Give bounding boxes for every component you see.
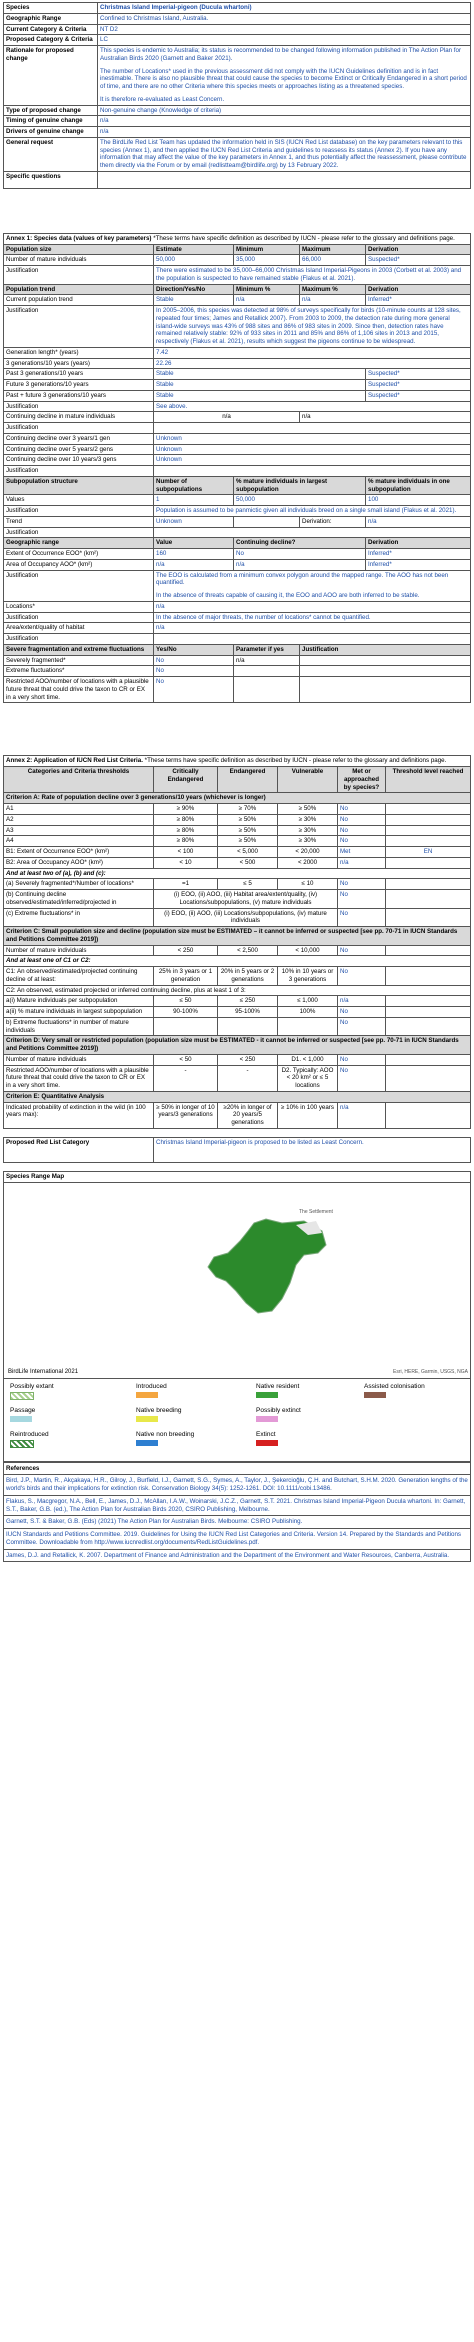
cell: Number of mature individuals [4,255,154,266]
header-cell: Met or approached by species? [338,767,386,793]
cell: n/a [366,516,471,527]
cell: Generation length* (years) [4,347,154,358]
habitat-row [4,623,471,634]
cell: Inferred* [366,549,471,560]
cell: Trend [4,516,154,527]
continuing-decline-row [4,444,471,455]
justification-text [154,423,471,434]
summary-row [4,137,471,171]
cell: Derivation: [300,516,366,527]
cell: Justification [4,306,154,348]
summary-row [4,35,471,46]
cell: 7.42 [154,347,471,358]
cell: n/a [234,295,300,306]
references-title: References [4,1462,471,1475]
justification-para: In the absence of threats capable of causing it, the EOO and AOO are both inferred to be stable. [156,592,420,599]
criterion-e-heading: Criterion E: Quantitative Analysis [4,1091,471,1102]
cell: Justification [4,634,154,645]
justification-row [4,423,471,434]
population-row [4,255,471,266]
cell: n/a [154,623,471,634]
fragmentation-row [4,655,471,666]
cell: Severely fragmented* [4,655,154,666]
justification-row [4,306,471,348]
cell: Inferred* [366,559,471,570]
cell: Current population trend [4,295,154,306]
row-label: Proposed Category & Criteria [4,35,98,46]
cell: n/a [300,412,471,423]
cell: Continuing decline over 10 years/3 gens [4,455,154,466]
summary-row [4,46,471,106]
range-map [3,1183,471,1379]
references-table [3,1462,471,1563]
cell: Justification [4,423,154,434]
cell: Justification [4,266,154,285]
criterion-row: a(ii) % mature individuals in largest subpopulation 90-100% 95-100% 100% No [4,1007,471,1018]
cell: No [154,666,234,677]
cell: Past 3 generations/10 years [4,369,154,380]
criterion-row: a(i) Mature individuals per subpopulation ≤ 50 ≤ 250 ≤ 1,000 n/a [4,996,471,1007]
legend-item: Introduced [136,1383,167,1398]
header-cell: Parameter if yes [234,644,300,655]
cell: 66,000 [300,255,366,266]
header-cell: Threshold level reached [386,767,471,793]
row-label: Specific questions [4,171,98,188]
cell: Justification [4,506,154,517]
cell: Justification [4,466,154,477]
header-cell: Categories and Criteria thresholds [4,767,154,793]
cell: Inferred* [366,295,471,306]
criterion-row: (c) Extreme fluctuations* in (i) EOO, (ii) AOO, (iii) Locations/subpopulations, (iv) mature individuals No [4,908,471,927]
specific-questions-value [98,171,471,188]
header-cell: Critically Endangered [154,767,218,793]
row-label: Drivers of genuine change [4,127,98,138]
criterion-a-heading: Criterion A: Rate of population decline over 3 generations/10 years (whichever is longer) [4,793,471,804]
map-graphic [4,1183,471,1378]
header-cell: Maximum [300,244,366,255]
cell: Extent of Occurrence EOO* (km²) [4,549,154,560]
cell: n/a [234,559,366,570]
justification-text: See above. [154,401,471,412]
legend-item: Passage [10,1407,35,1422]
justification-para: The EOO is calculated from a minimum convex polygon around the mapped range. The AOO has not been quantified. [156,571,449,587]
criterion-c-heading: Criterion C: Small population size and decline (population size must be ESTIMATED – it cannot be inferred or suspected [see pp. 70-71 in IUCN Standards and Petitions Committee 2019]) [4,927,471,946]
row-value: Confined to Christmas Island, Australia. [98,13,471,24]
header-cell: Geographic range [4,538,154,549]
summary-row [4,105,471,116]
justification-row [4,634,471,645]
criterion-row: C1: An observed/estimated/projected continuing decline of at least: 25% in 3 years or 1 generation 20% in 5 years or 2 generations 10% in 10 years or 3 generations No [4,967,471,986]
criterion-row: A1 ≥ 90% ≥ 70% ≥ 50% No [4,804,471,815]
row-value: LC [98,35,471,46]
summary-row [4,127,471,138]
header-cell: % mature individuals in one subpopulation [366,476,471,495]
header-cell: Yes/No [154,644,234,655]
summary-row [4,116,471,127]
criterion-subheading: And at least two of (a), (b) and (c): [4,868,471,879]
justification-text: In the absence of major threats, the number of locations* cannot be quantified. [154,612,471,623]
cell: Stable [154,380,366,391]
cell: n/a [154,559,234,570]
justification-row [4,401,471,412]
header-cell: Value [154,538,234,549]
criterion-row: Number of mature individuals < 250 < 2,500 < 10,000 No [4,945,471,956]
row-label: General request [4,137,98,171]
criterion-row: (a) Severely fragmented*/Number of locations* =1 ≤ 5 ≤ 10 No [4,879,471,890]
header-cell: Justification [300,644,471,655]
criterion-row: Restricted AOO/number of locations with a plausible future threat that could drive the taxon to CR or EX in a very short time. - - D2. Typically: AOO < 20 km² or ≤ 5 locations No [4,1065,471,1091]
trend-row [4,295,471,306]
map-credit: BirdLife International 2021 [8,1368,79,1375]
cell: 160 [154,549,234,560]
row-label: Type of proposed change [4,105,98,116]
cell: Restricted AOO/number of locations with a plausible future threat that could drive the taxon to CR or EX in a very short time. [4,677,154,703]
criterion-row: b) Extreme fluctuations* in number of mature individuals No [4,1017,471,1036]
cell: No [234,549,366,560]
legend-item: Native non breeding [136,1431,194,1446]
annex1-title: Annex 1: Species data (values of key parameters) *These terms have specific definition as described by IUCN - please refer to the glossary and definitions page. [4,233,471,244]
header-cell: Estimate [154,244,234,255]
justification-text: Population is assumed to be panmictic given all individuals breed on a single small island (Flakus et al. 2021). [154,506,471,517]
cell: n/a [300,295,366,306]
row-value: n/a [98,127,471,138]
cell: Continuing decline over 5 years/2 gens [4,444,154,455]
criterion-row: B2: Area of Occupancy AOO* (km²) < 10 < 500 < 2000 n/a [4,857,471,868]
header-cell: Maximum % [300,284,366,295]
rationale-para: It is therefore re-evaluated as Least Concern. [100,95,225,103]
justification-text [154,634,471,645]
cell: 35,000 [234,255,300,266]
annex2-table [3,755,471,1129]
reference-item: Flakus, S., Macgregor, N.A., Bell, E., James, D.J., McAllan, I.A.W., Woinarski, J.C.Z., Garnett, S.T. 2021. Christmas Island Imperial-Pigeon Ducula whartoni. In: Garnett, S.T., Baker, G.B. (ed.), The Action Plan for Australian Birds 2020, CSIRO Publishing, Melbourne. [4,1495,471,1516]
criterion-d-heading: Criterion D: Very small or restricted population (population size must be ESTIMATED - it cannot be inferred or suspected [see pp. 70-71 in IUCN Standards and Petitions Committee 2019]) [4,1036,471,1055]
annex2-header-row [4,767,471,793]
justification-row [4,266,471,285]
species-name: Christmas Island Imperial-pigeon (Ducula whartoni) [98,3,471,14]
cell: 100 [366,495,471,506]
cell: No [154,655,234,666]
map-attribution: Esri, HERE, Garmin, USGS, NGA [392,1368,468,1375]
justification-row [4,506,471,517]
reference-item: James, D.J. and Retallick, K. 2007. Department of Finance and Administration and the Department of the Environment and Water Resources, Canberra, Australia. [4,1549,471,1562]
header-cell: Number of subpopulations [154,476,234,495]
legend-item: Reintroduced [10,1431,49,1448]
row-label: Timing of genuine change [4,116,98,127]
document-page [3,2,471,1562]
header-cell: Derivation [366,538,471,549]
justification-row [4,612,471,623]
header-cell: Vulnerable [278,767,338,793]
legend-item: Possibly extant [10,1383,54,1400]
cell: Justification [4,401,154,412]
proposed-label: Proposed Red List Category [4,1137,154,1162]
subpopulation-header-row [4,476,471,495]
row-label: Current Category & Criteria [4,24,98,35]
reference-item: Garnett, S.T. & Baker, G.B. (Eds) (2021) The Action Plan for Australian Birds. Melbourne: CSIRO Publishing. [4,1516,471,1529]
cell: Stable [154,295,234,306]
aoo-row [4,559,471,570]
summary-row [4,13,471,24]
criterion-row: A2 ≥ 80% ≥ 50% ≥ 30% No [4,814,471,825]
cell: Continuing decline in mature individuals [4,412,154,423]
criterion-row: A4 ≥ 80% ≥ 50% ≥ 30% No [4,836,471,847]
past-trend-row [4,380,471,391]
legend-item: Native breeding [136,1407,182,1422]
cell: Past + future 3 generations/10 years [4,390,154,401]
cell: Stable [154,390,366,401]
reference-item: IUCN Standards and Petitions Committee. 2019. Guidelines for Using the IUCN Red List Categories and Criteria. Version 14. Prepared by the Standards and Petitions Committee. Downloadable from http://www.iucnredlist.org/documents/RedListGuidelines.pdf. [4,1529,471,1550]
row-value: Non-genuine change (Knowledge of criteria) [98,105,471,116]
cell: n/a [234,655,300,666]
cell: Unknown [154,455,471,466]
header-cell: Population trend [4,284,154,295]
cell: 50,000 [234,495,366,506]
justification-row [4,527,471,538]
row-label: Geographic Range [4,13,98,24]
cell: Suspected* [366,255,471,266]
range-map-table [3,1171,471,1183]
header-cell: Continuing decline? [234,538,366,549]
header-cell: Population size [4,244,154,255]
map-legend [3,1379,471,1462]
criterion-row: B1: Extent of Occurrence EOO* (km²) < 100 < 5,000 < 20,000 Met EN [4,847,471,858]
cell: Suspected* [366,390,471,401]
island-label: The Settlement [299,1208,333,1215]
cell: Extreme fluctuations* [4,666,154,677]
justification-row [4,570,471,601]
summary-row [4,24,471,35]
geo-header-row [4,538,471,549]
cell: Unknown [154,433,471,444]
eoo-row [4,549,471,560]
header-cell: Minimum % [234,284,300,295]
header-cell: % mature individuals in largest subpopulation [234,476,366,495]
cell: 3 generations/10 years (years) [4,358,154,369]
proposed-category-table [3,1137,471,1163]
cell: 1 [154,495,234,506]
rationale-text [98,46,471,106]
generation-row [4,358,471,369]
justification-text: There were estimated to be 35,000–66,000 Christmas Island Imperial-Pigeons in 2003 (Corbett et al. 2003) and the population is suspected to have remained stable (Flakus et al. 2021). [154,266,471,285]
past-trend-row [4,390,471,401]
subpopulation-values-row [4,495,471,506]
cell: 50,000 [154,255,234,266]
cell: Suspected* [366,369,471,380]
cell: Area of Occupancy AOO* (km²) [4,559,154,570]
header-cell: Derivation [366,244,471,255]
legend-item: Assisted colonisation [364,1383,425,1398]
criterion-subheading: And at least one of C1 or C2: [4,956,471,967]
locations-row [4,601,471,612]
annex1-table [3,233,471,704]
cell: Stable [154,369,366,380]
summary-table [3,2,471,189]
past-trend-row [4,369,471,380]
fragmentation-row [4,677,471,703]
reference-item: Bird, J.P., Martin, R., Akçakaya, H.R., Gilroy, J., Burfield, I.J., Garnett, S.G., Symes, A., Taylor, J., Şekercioğlu, Ç.H. and Butchart, S.H.M. 2020. Generation lengths of the world's birds and their implications for extinction risk. Conservation Biology 34(5): 1252-1261. DOI: 10.1111/cobi.13486. [4,1475,471,1496]
row-label: Rationale for proposed change [4,46,98,106]
header-cell: Endangered [218,767,278,793]
cell: Area/extent/quality of habitat [4,623,154,634]
population-header-row [4,244,471,255]
generation-row [4,347,471,358]
header-cell: Derivation [366,284,471,295]
cell: Suspected* [366,380,471,391]
continuing-decline-row [4,412,471,423]
trend-row [4,516,471,527]
criterion-row: (b) Continuing decline observed/estimated/inferred/projected in (i) EOO, (ii) AOO, (iii) Habitat area/extent/quality, (iv) Locations/subpopulations, (v) mature individuals No [4,890,471,909]
cell: n/a [154,412,300,423]
cell: Unknown [154,444,471,455]
row-value: n/a [98,116,471,127]
cell: No [154,677,234,703]
cell: Justification [4,612,154,623]
row-label: Species [4,3,98,14]
continuing-decline-row [4,455,471,466]
cell: Continuing decline over 3 years/1 gen [4,433,154,444]
summary-row [4,3,471,14]
justification-text: In 2005–2006, this species was detected at 98% of surveys specifically for birds (10-minute counts at 128 sites, repeated four times; James and Retallick 2007). From 2003 to 2009, the detection rate during more general island-wide surveys was 43% of 988 sites and 86% of 983 sites in 2009. Since then, detection rates have remained relatively stable: 92% of 933 sites in 2011 and 85% and 86% of 1,106 sites in 2013 and 2015, respectively (Flakus et al. 2021), results which suggest the pigeons continue to be widespread. [154,306,471,348]
legend-item: Possibly extinct [256,1407,301,1422]
cell: Values [4,495,154,506]
cell: Justification [4,527,154,538]
rationale-para: This species is endemic to Australia; its status is recommended to be changed following information published in The Action Plan for Australian Birds 2020 (Garnett and Baker 2021). [100,47,462,62]
general-request-text: The BirdLife Red List Team has updated the information held in SIS (IUCN Red List database) on the key parameters relevant to this species (Annex 1), and then applied the IUCN Red List Criteria and guidelines to reassess its status (Annex 2). If you have any information that may affect the value of the key parameters in Annex 1, and thus potentially affect the reassessment, please contribute them directly via the Forum or by email (redlistteam@birdlife.org) by 13 February 2022. [98,137,471,171]
justification-text [154,527,471,538]
justification-row [4,466,471,477]
map-title: Species Range Map [4,1171,471,1182]
cell: Unknown [154,516,234,527]
legend-item: Native resident [256,1383,299,1398]
legend-item: Extinct [256,1431,278,1446]
proposed-category-text: Christmas Island Imperial-pigeon is proposed to be listed as Least Concern. [154,1137,471,1162]
continuing-decline-row [4,433,471,444]
criterion-row: A3 ≥ 80% ≥ 50% ≥ 30% No [4,825,471,836]
cell: 22.26 [154,358,471,369]
header-cell: Severe fragmentation and extreme fluctuations [4,644,154,655]
cell: Justification [4,570,154,601]
cell: Future 3 generations/10 years [4,380,154,391]
cell: Locations* [4,601,154,612]
justification-text [154,570,471,601]
fragmentation-header-row [4,644,471,655]
fragmentation-row [4,666,471,677]
summary-row [4,171,471,188]
annex2-title: Annex 2: Application of IUCN Red List Criteria. *These terms have specific definition as described by IUCN - please refer to the glossary and definitions page. [4,756,471,767]
criterion-row: Indicated probability of extinction in the wild (in 100 years max): ≥ 50% in longer of 10 years/3 generations ≥20% in longer of 20 years/5 generations ≥ 10% in 100 years n/a [4,1102,471,1128]
criterion-row: Number of mature individuals < 50 < 250 D1. < 1,000 No [4,1054,471,1065]
header-cell: Minimum [234,244,300,255]
cell: n/a [154,601,471,612]
header-cell: Direction/Yes/No [154,284,234,295]
trend-header-row [4,284,471,295]
justification-text [154,466,471,477]
header-cell: Subpopulation structure [4,476,154,495]
criterion-c2-text: C2: An observed, estimated projected or inferred continuing decline, plus at least 1 of 3: [4,985,471,996]
row-value: NT D2 [98,24,471,35]
rationale-para: The number of Locations* used in the previous assessment did not comply with the IUCN Guidelines definition and is in fact inestimable. There is also no plausible threat that could cause the species to become Extinct or Critically Endangered in a short period of time, and there are no other Criteria where this species meets or approaches listing as a threatened species. [100,67,467,90]
